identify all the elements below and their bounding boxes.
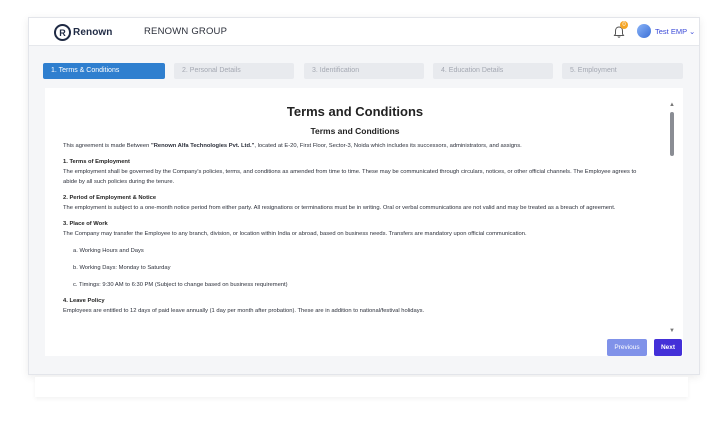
terms-subtitle: Terms and Conditions <box>310 126 400 136</box>
stepper <box>43 63 683 79</box>
previous-button[interactable]: Previous <box>607 339 647 356</box>
notification-badge: 0 <box>620 21 628 29</box>
section-3-title: 3. Place of Work <box>63 221 108 227</box>
intro-text-post: , located at E-20, First Floor, Sector-3, Noida which includes its successors, administrators, and assigns. <box>254 143 522 149</box>
intro-company-name: "Renown Alfa Technologies Pvt. Ltd." <box>150 143 255 149</box>
section-3-item-a: a. Working Hours and Days <box>73 248 144 254</box>
terms-title: Terms and Conditions <box>286 104 424 119</box>
section-4-body: Employees are entitled to 12 days of paid leave annually (1 day per month after probation). These are in addition to national/festival holidays. <box>63 308 425 314</box>
logo-mark-icon: R <box>54 24 71 41</box>
user-menu[interactable]: Test EMP ⌄ <box>655 27 696 36</box>
scroll-down-arrow-icon[interactable]: ▼ <box>669 328 675 334</box>
organization-name: RENOWN GROUP <box>144 26 228 37</box>
section-1-title: 1. Terms of Employment <box>63 159 130 165</box>
intro-paragraph <box>63 141 647 151</box>
lower-panel <box>35 377 688 397</box>
logo-text: Renown <box>73 27 113 38</box>
vertical-scrollbar[interactable] <box>669 102 675 334</box>
user-avatar[interactable] <box>637 24 651 38</box>
section-3-item-b: b. Working Days: Monday to Saturday <box>73 265 171 271</box>
section-4-title: 4. Leave Policy <box>63 298 105 304</box>
section-2-title: 2. Period of Employment & Notice <box>63 195 157 201</box>
section-2-body: The employment is subject to a one-month notice period from either party. All resignations or terminations must be in writing. Oral or verbal communications are not valid and may be treated as a breach of agreement. <box>63 205 616 211</box>
step-terms-conditions[interactable]: 1. Terms & Conditions <box>43 63 165 79</box>
scroll-up-arrow-icon[interactable]: ▲ <box>669 102 675 108</box>
scroll-thumb[interactable] <box>670 112 674 156</box>
section-3-item-c: c. Timings: 9:30 AM to 6:30 PM (Subject to change based on business requirement) <box>73 282 288 288</box>
company-logo[interactable] <box>54 24 113 41</box>
app-window <box>28 17 700 375</box>
section-1-body: The employment shall be governed by the Company's policies, terms, and conditions as amended from time to time. These may be communicated through circulars, notices, or other official channels. The Employee agrees to abide by all such policies during the tenure. <box>63 169 637 185</box>
section-3-body: The Company may transfer the Employee to any branch, division, or location within India or abroad, based on business needs. Transfers are mandatory upon official communication. <box>63 231 527 237</box>
terms-content[interactable] <box>45 88 665 356</box>
top-bar <box>29 18 699 46</box>
next-button[interactable]: Next <box>654 339 682 356</box>
terms-card <box>45 88 683 356</box>
step-education-details[interactable]: 4. Education Details <box>433 63 553 79</box>
step-personal-details[interactable]: 2. Personal Details <box>174 63 294 79</box>
intro-text-pre: This agreement is made Between <box>63 143 151 149</box>
step-identification[interactable]: 3. Identification <box>304 63 424 79</box>
step-employment[interactable]: 5. Employment <box>562 63 683 79</box>
